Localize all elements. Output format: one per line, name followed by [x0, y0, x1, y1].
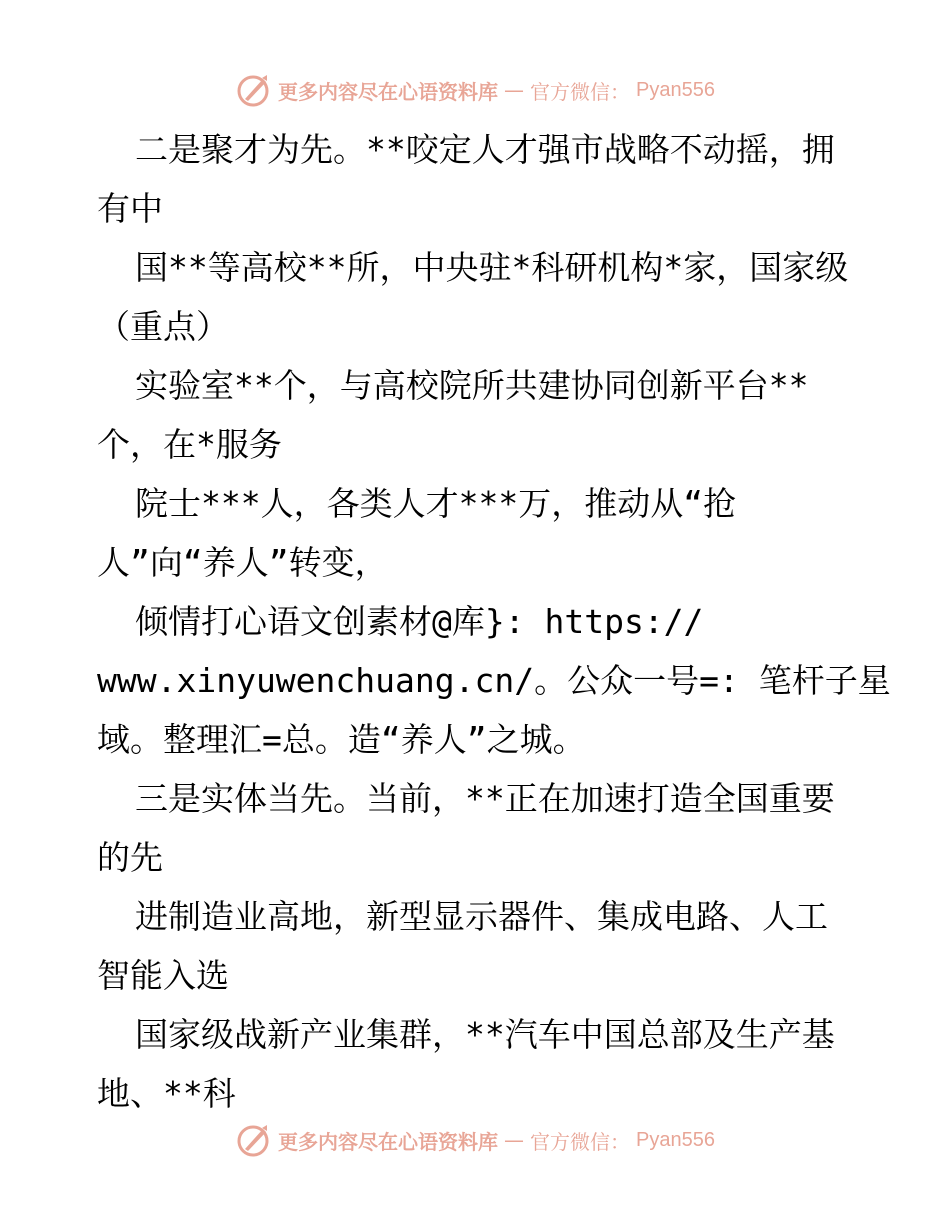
quill-logo-icon [236, 1122, 272, 1158]
watermark-text: 更多内容尽在心语资料库 [278, 1129, 498, 1154]
header-watermark [236, 70, 756, 110]
text-line: 倾情打心语文创素材@库}: https:// [135, 602, 704, 641]
text-line: 进制造业高地，新型显示器件、集成电路、人工 [135, 897, 828, 936]
text-line: 实验室**个，与高校院所共建协同创新平台** [135, 366, 809, 405]
text-line: 院士***人，各类人才***万，推动从“抢 [135, 484, 737, 523]
text-line: 有中 [97, 189, 163, 228]
document-body [97, 120, 891, 1123]
text-line: 国**等高校**所，中央驻*科研机构*家，国家级 [135, 248, 849, 287]
text-line: 国家级战新产业集群，**汽车中国总部及生产基 [135, 1015, 835, 1054]
watermark-text: 更多内容尽在心语资料库 [278, 79, 498, 104]
watermark-separator: — [504, 1128, 524, 1152]
text-line: 地、**科 [97, 1074, 236, 1113]
text-line: 个，在*服务 [97, 425, 282, 464]
text-line: 的先 [97, 838, 163, 877]
watermark-wechat-id: Pyan556 [636, 78, 715, 101]
watermark-wechat-id: Pyan556 [636, 1128, 715, 1151]
text-line: 域。整理汇=总。造“养人”之城。 [97, 720, 586, 759]
text-line: 智能入选 [97, 956, 229, 995]
footer-watermark [236, 1120, 756, 1160]
watermark-separator: — [504, 78, 524, 102]
text-line: 人”向“养人”转变， [97, 543, 388, 582]
text-line: www.xinyuwenchuang.cn/。公众一号=: 笔杆子星 [97, 661, 891, 700]
quill-logo-icon [236, 72, 272, 108]
text-line: 三是实体当先。当前，**正在加速打造全国重要 [135, 779, 835, 818]
text-line: 二是聚才为先。**咬定人才强市战略不动摇，拥 [135, 130, 835, 169]
watermark-wechat-label: 官方微信： [530, 79, 630, 104]
text-line: （重点） [97, 307, 229, 346]
watermark-wechat-label: 官方微信： [530, 1129, 630, 1154]
